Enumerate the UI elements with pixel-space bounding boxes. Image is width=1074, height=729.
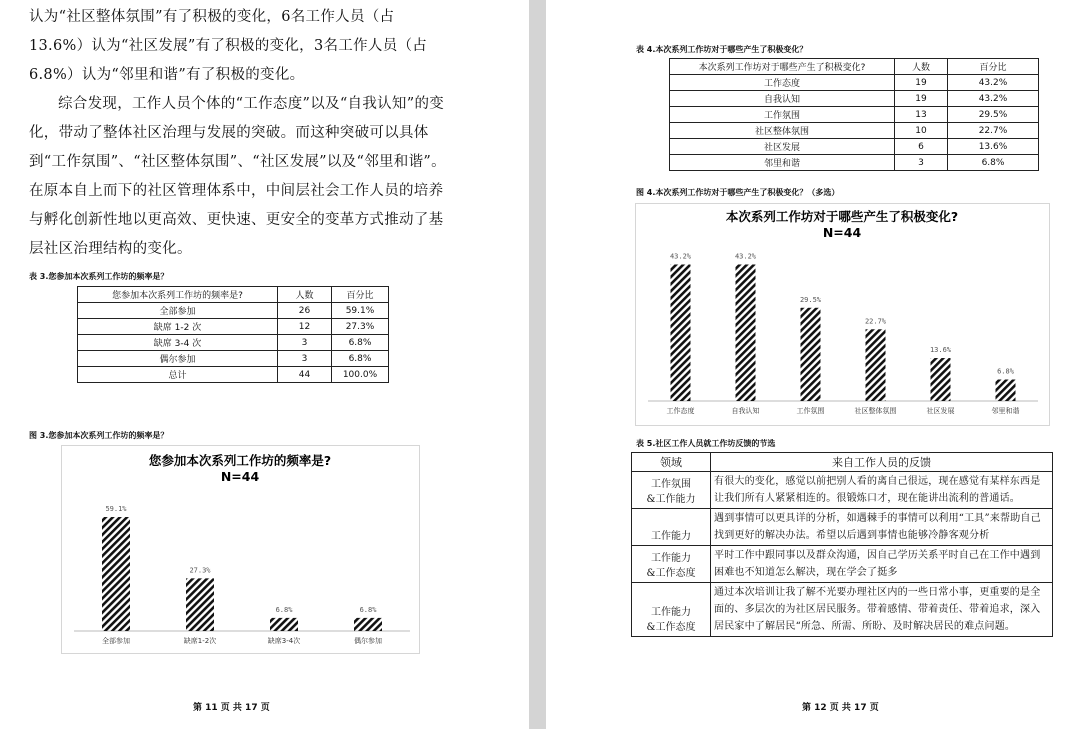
data-label: 27.3% bbox=[189, 566, 211, 575]
table-5-row bbox=[632, 583, 1053, 637]
feedback-area bbox=[632, 509, 711, 546]
table-4-cell: 43.2% bbox=[948, 91, 1039, 107]
table-3-header-row bbox=[78, 287, 389, 303]
data-label: 22.7% bbox=[864, 317, 887, 326]
table-3 bbox=[77, 286, 389, 383]
table-4-row bbox=[670, 107, 1039, 123]
table-4-row bbox=[670, 123, 1039, 139]
table-3-cell: 12 bbox=[278, 319, 332, 335]
table-4-header: 百分比 bbox=[948, 59, 1039, 75]
table-4-cell: 22.7% bbox=[948, 123, 1039, 139]
category-label: 偶尔参加 bbox=[354, 637, 382, 645]
table-4-cell: 6.8% bbox=[948, 155, 1039, 171]
figure-4-chart bbox=[635, 203, 1050, 426]
paragraph-1-text: 认为“社区整体氛围”有了积极的变化，6名工作人员（占13.6%）认为“社区发展”有了积极的变化，3名工作人员（占6.8%）认为“邻里和谐”有了积极的变化。 bbox=[29, 9, 428, 83]
table-4-caption: 表 4.本次系列工作坊对于哪些产生了积极变化？ bbox=[636, 45, 808, 54]
table-3-cell: 偶尔参加 bbox=[78, 351, 278, 367]
table-3-cell: 全部参加 bbox=[78, 303, 278, 319]
data-label: 6.8% bbox=[997, 367, 1014, 376]
table-3-row bbox=[78, 303, 389, 319]
feedback-area-line: 工作能力 bbox=[651, 607, 691, 618]
table-4-cell: 3 bbox=[895, 155, 948, 171]
feedback-area bbox=[632, 472, 711, 509]
table-4-cell: 6 bbox=[895, 139, 948, 155]
category-label: 全部参加 bbox=[102, 637, 130, 645]
table-3-cell: 缺席 1-2 次 bbox=[78, 319, 278, 335]
chart-subtitle: N=44 bbox=[822, 225, 862, 240]
feedback-text: 平时工作中跟同事以及群众沟通，因自己学历关系平时自己在工作中遇到困难也不知道怎么解决，现在学会了挺多 bbox=[711, 546, 1053, 583]
data-label: 6.8% bbox=[275, 605, 293, 614]
table-5-header: 来自工作人员的反馈 bbox=[711, 453, 1053, 472]
feedback-area bbox=[632, 546, 711, 583]
category-label: 工作态度 bbox=[666, 407, 695, 415]
figure-4-caption: 图 4.本次系列工作坊对于哪些产生了积极变化？（多选） bbox=[636, 188, 840, 197]
table-3-header: 百分比 bbox=[332, 287, 389, 303]
table-4-cell: 社区整体氛围 bbox=[670, 123, 895, 139]
table-4-cell: 19 bbox=[895, 75, 948, 91]
table-3-caption: 表 3.您参加本次系列工作坊的频率是？ bbox=[29, 272, 169, 281]
bar bbox=[270, 618, 298, 631]
table-5-header-row bbox=[632, 453, 1053, 472]
table-5-body bbox=[632, 472, 1053, 637]
category-label: 缺席1-2次 bbox=[183, 637, 217, 645]
figure-3-chart bbox=[61, 445, 420, 654]
data-label: 59.1% bbox=[105, 505, 127, 514]
table-4-cell: 13 bbox=[895, 107, 948, 123]
bar bbox=[866, 329, 886, 401]
table-4-header: 本次系列工作坊对于哪些产生了积极变化? bbox=[670, 59, 895, 75]
chart-title: 本次系列工作坊对于哪些产生了积极变化? bbox=[725, 209, 959, 224]
table-4-cell: 工作氛围 bbox=[670, 107, 895, 123]
feedback-area-line: 工作能力 bbox=[651, 553, 691, 564]
feedback-area-line: &工作态度 bbox=[646, 622, 696, 633]
feedback-area-line: &工作能力 bbox=[646, 494, 696, 505]
page-footer: 第 11 页 共 17 页 bbox=[193, 703, 270, 713]
table-4-cell: 29.5% bbox=[948, 107, 1039, 123]
table-5 bbox=[631, 452, 1053, 637]
figure-3-chart-svg bbox=[62, 446, 419, 653]
data-label: 43.2% bbox=[734, 252, 757, 261]
page-12 bbox=[546, 0, 1074, 729]
table-4-header-row bbox=[670, 59, 1039, 75]
feedback-text: 有很大的变化，感觉以前把别人看的离自己很远，现在感觉有某样东西是让我们所有人紧紧相连的。很锻炼口才，现在能讲出流利的普通话。 bbox=[711, 472, 1053, 509]
table-3-cell: 总计 bbox=[78, 367, 278, 383]
table-4-body bbox=[670, 75, 1039, 171]
table-4-row bbox=[670, 91, 1039, 107]
table-3-cell: 27.3% bbox=[332, 319, 389, 335]
feedback-area-line: &工作态度 bbox=[646, 568, 696, 579]
data-label: 43.2% bbox=[669, 252, 692, 261]
table-5-row bbox=[632, 546, 1053, 583]
table-3-cell: 3 bbox=[278, 335, 332, 351]
bar bbox=[102, 517, 130, 631]
category-label: 邻里和谐 bbox=[991, 407, 1020, 415]
category-label: 工作氛围 bbox=[796, 407, 825, 415]
feedback-area-line: 工作能力 bbox=[651, 531, 691, 542]
table-3-cell: 6.8% bbox=[332, 335, 389, 351]
data-label: 6.8% bbox=[359, 605, 377, 614]
table-4-cell: 自我认知 bbox=[670, 91, 895, 107]
table-3-cell: 59.1% bbox=[332, 303, 389, 319]
table-3-cell: 44 bbox=[278, 367, 332, 383]
bar bbox=[671, 264, 691, 401]
feedback-area bbox=[632, 583, 711, 637]
bar bbox=[931, 358, 951, 401]
bar bbox=[801, 308, 821, 401]
table-3-cell: 3 bbox=[278, 351, 332, 367]
table-3-header: 您参加本次系列工作坊的频率是? bbox=[78, 287, 278, 303]
table-3-cell: 缺席 3-4 次 bbox=[78, 335, 278, 351]
page-gap bbox=[529, 0, 546, 729]
table-4-cell: 工作态度 bbox=[670, 75, 895, 91]
table-4-cell: 13.6% bbox=[948, 139, 1039, 155]
table-3-cell: 6.8% bbox=[332, 351, 389, 367]
category-label: 社区发展 bbox=[926, 407, 955, 415]
table-3-cell: 100.0% bbox=[332, 367, 389, 383]
table-4-cell: 19 bbox=[895, 91, 948, 107]
table-3-row bbox=[78, 367, 389, 383]
table-3-row bbox=[78, 335, 389, 351]
table-5-row bbox=[632, 509, 1053, 546]
data-label: 29.5% bbox=[799, 295, 822, 304]
bar bbox=[996, 380, 1016, 401]
table-3-row bbox=[78, 319, 389, 335]
table-4-cell: 10 bbox=[895, 123, 948, 139]
data-label: 13.6% bbox=[929, 346, 952, 355]
table-4-cell: 邻里和谐 bbox=[670, 155, 895, 171]
category-label: 自我认知 bbox=[731, 407, 760, 415]
category-label: 社区整体氛围 bbox=[854, 407, 897, 415]
table-3-header: 人数 bbox=[278, 287, 332, 303]
chart-title: 您参加本次系列工作坊的频率是? bbox=[148, 453, 332, 468]
bar bbox=[186, 578, 214, 631]
table-4-cell: 43.2% bbox=[948, 75, 1039, 91]
chart-subtitle: N=44 bbox=[220, 469, 260, 484]
table-3-row bbox=[78, 351, 389, 367]
page-11 bbox=[0, 0, 529, 729]
paragraph-2 bbox=[29, 90, 449, 264]
table-5-header: 领域 bbox=[632, 453, 711, 472]
table-4 bbox=[669, 58, 1039, 171]
table-4-row bbox=[670, 75, 1039, 91]
table-4-row bbox=[670, 155, 1039, 171]
table-4-header: 人数 bbox=[895, 59, 948, 75]
table-4-row bbox=[670, 139, 1039, 155]
table-5-caption: 表 5.社区工作人员就工作坊反馈的节选 bbox=[636, 439, 776, 448]
table-4-cell: 社区发展 bbox=[670, 139, 895, 155]
table-3-cell: 26 bbox=[278, 303, 332, 319]
bar bbox=[736, 264, 756, 401]
category-label: 缺席3-4次 bbox=[267, 637, 301, 645]
figure-3-caption: 图 3.您参加本次系列工作坊的频率是？ bbox=[29, 431, 169, 440]
feedback-text: 遇到事情可以更具详的分析，如遇棘手的事情可以利用“工具”来帮助自己找到更好的解决办法。希望以后遇到事情也能够冷静客观分析 bbox=[711, 509, 1053, 546]
figure-4-chart-svg bbox=[636, 204, 1049, 425]
page-footer: 第 12 页 共 17 页 bbox=[802, 703, 879, 713]
paragraph-1 bbox=[29, 3, 449, 90]
table-5-row bbox=[632, 472, 1053, 509]
feedback-area-line: 工作氛围 bbox=[651, 479, 691, 490]
feedback-text: 通过本次培训让我了解不光要办理社区内的一些日常小事，更重要的是全面的、多层次的为社区居民服务。带着感情、带着责任、带着追求，深入居民家中了解居民“所急、所需、所盼、及时解决居民的难点问题。 bbox=[711, 583, 1053, 637]
table-3-body bbox=[78, 303, 389, 383]
paragraph-2-text: 综合发现，工作人员个体的“工作态度”以及“自我认知”的变化，带动了整体社区治理与发展的突破。而这种突破可以具体到“工作氛围”、“社区整体氛围”、“社区发展”以及“邻里和谐”。在原本自上而下的社区管理体系中，中间层社会工作人员的培养与孵化创新性地以更高效、更快速、更安全的变革方式推动了基层社区治理结构的变化。 bbox=[29, 96, 446, 257]
bar bbox=[354, 618, 382, 631]
